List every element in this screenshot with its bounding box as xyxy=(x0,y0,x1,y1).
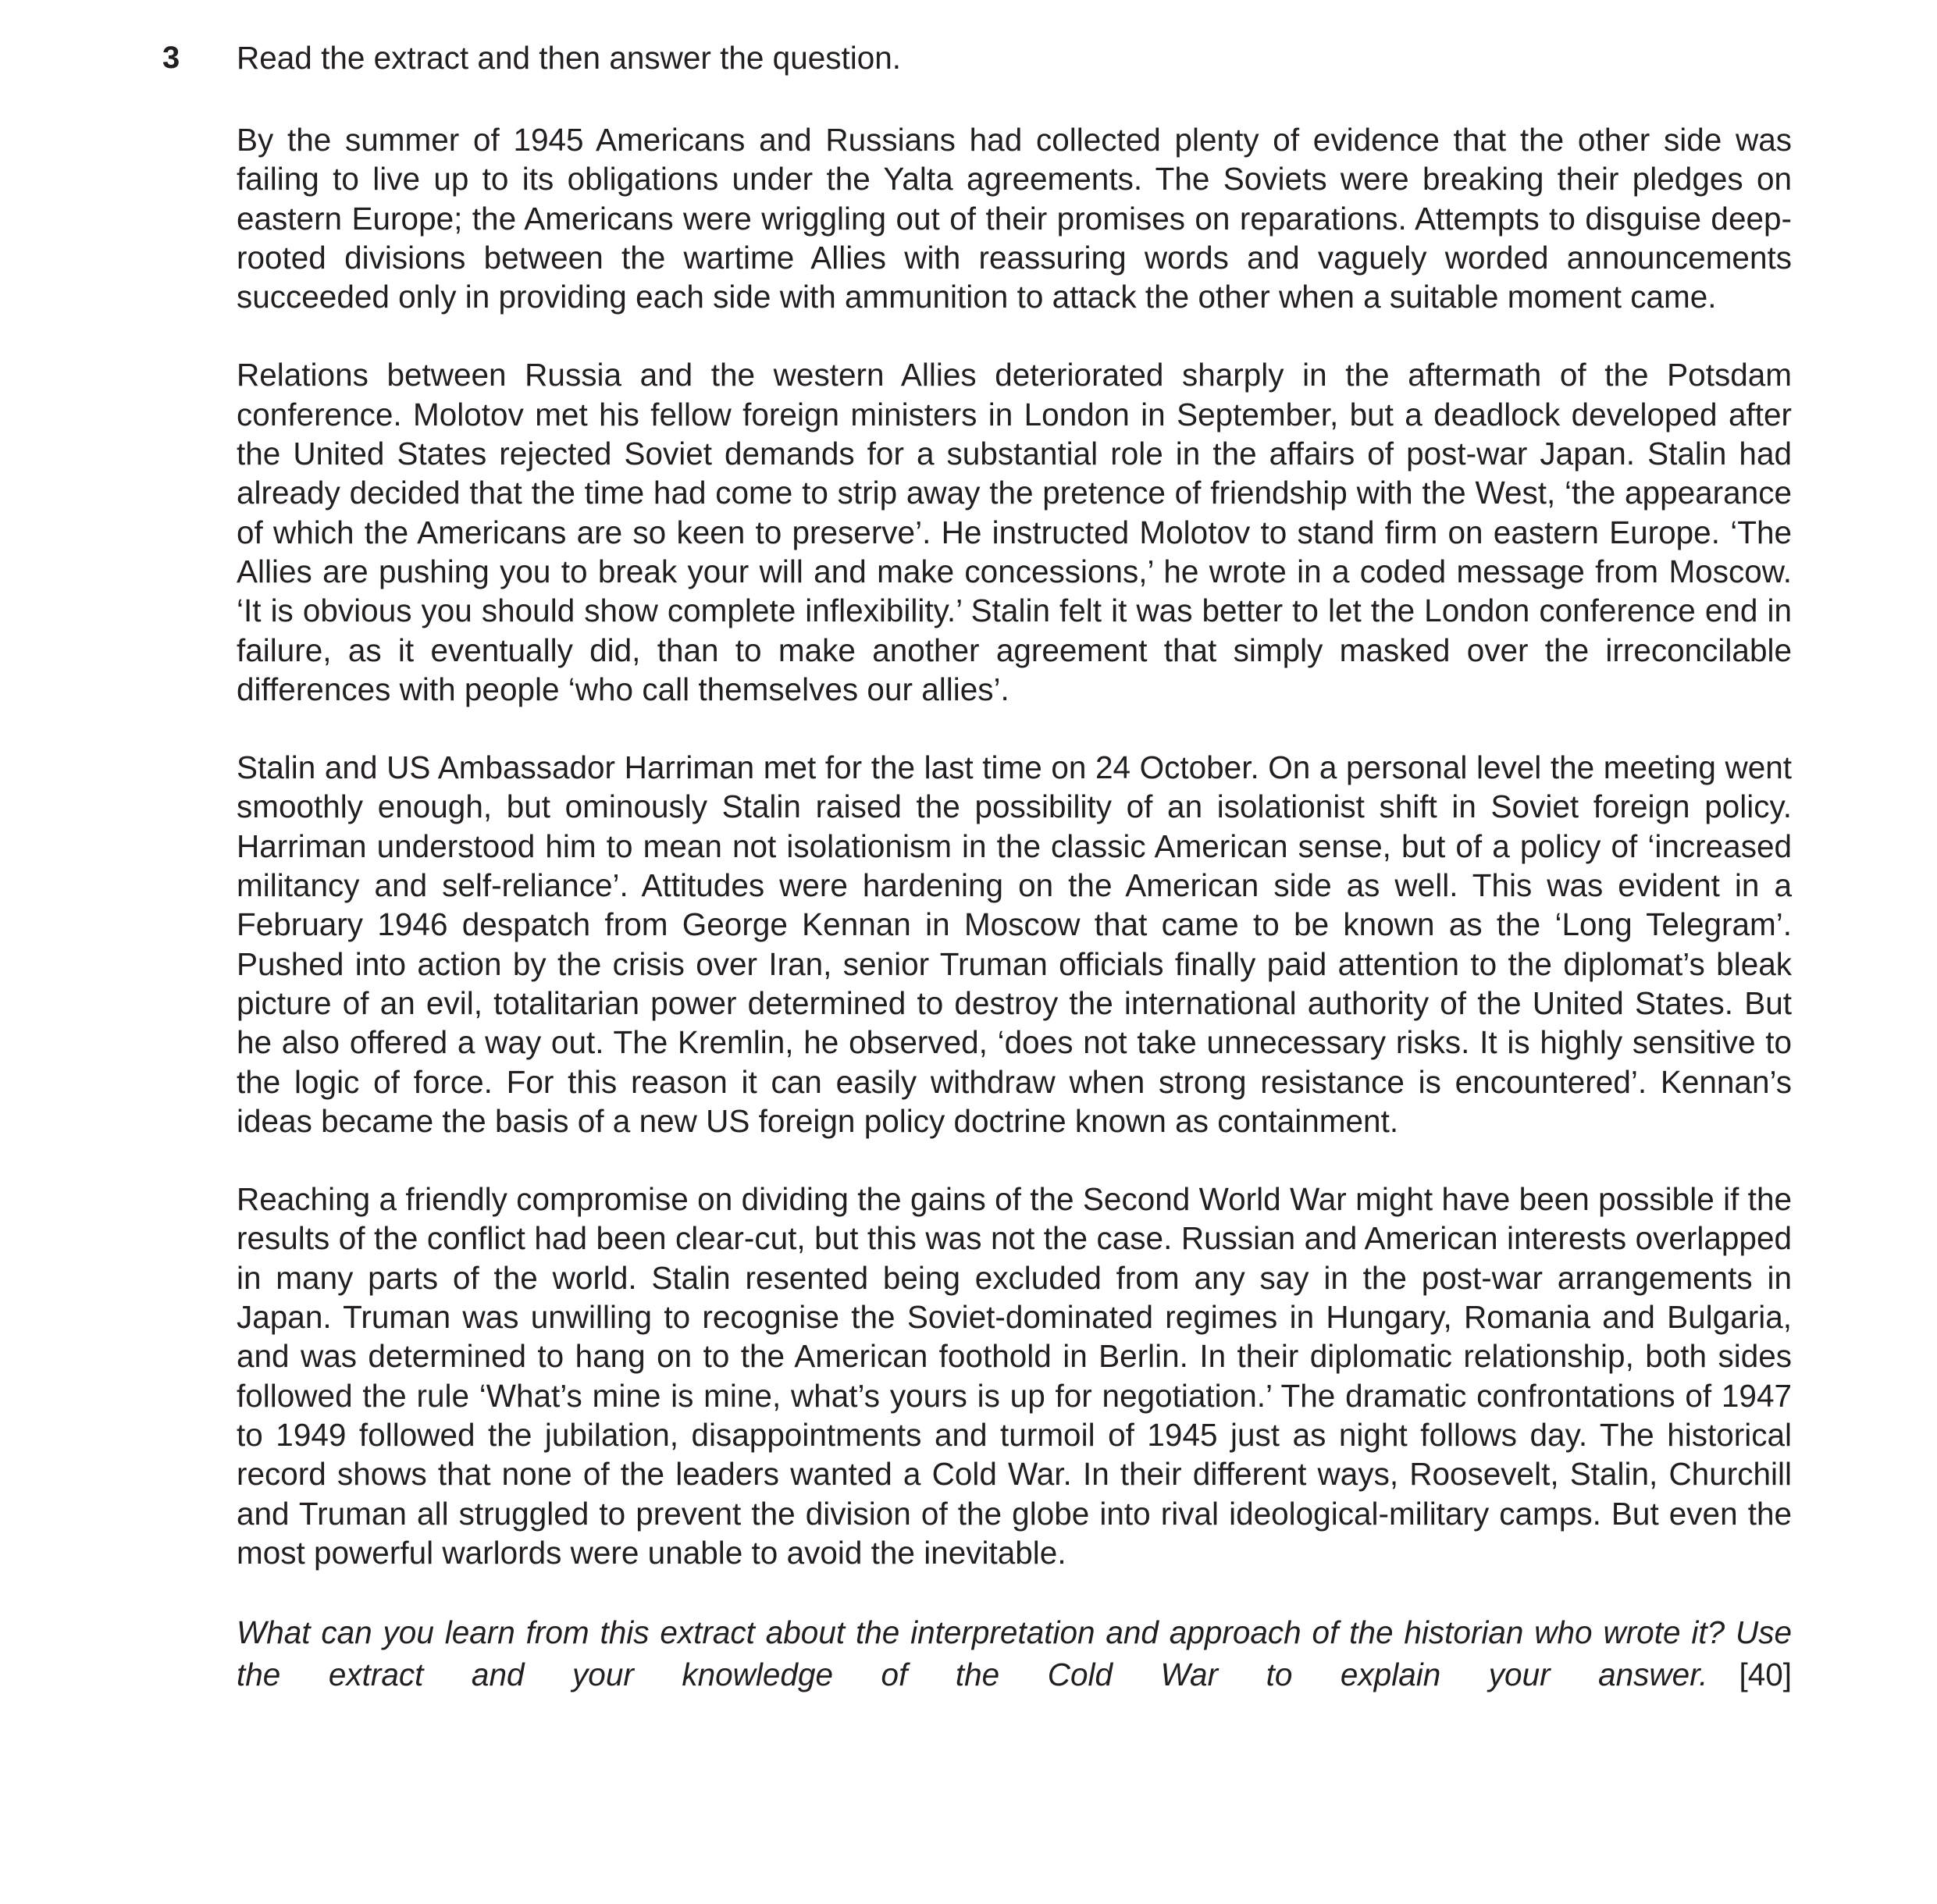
marks-allocation: [40] xyxy=(1739,1657,1792,1693)
extract-paragraph-3: Stalin and US Ambassador Harriman met for the last time on 24 October. On a personal level the meeting went smoothly enough, but ominously Stalin raised the possibility of an isolationist shift in Soviet foreign policy. Harriman understood him to mean not isolationism in the classic American sense, but of a policy of ‘increased militancy and self-reliance’. Attitudes were hardening on the American side as well. This was evident in a February 1946 despatch from George Kennan in Moscow that came to be known as the ‘Long Telegram’. Pushed into action by the crisis over Iran, senior Truman officials finally paid attention to the diplomat’s bleak picture of an evil, totalitarian power determined to destroy the international authority of the United States. But he also offered a way out. The Kremlin, he observed, ‘does not take unnecessary risks. It is highly sensitive to the logic of force. For this reason it can easily withdraw when strong resistance is encountered’. Kennan’s ideas became the basis of a new US foreign policy doctrine known as containment. xyxy=(237,749,1792,1139)
extract-paragraph-4: Reaching a friendly compromise on dividing the gains of the Second World War might have been possible if the results of the conflict had been clear-cut, but this was not the case. Russian and American interests overlapped in many parts of the world. Stalin resented being excluded from any say in the post-war arrangements in Japan. Truman was unwilling to recognise the Soviet-dominated regimes in Hungary, Romania and Bulgaria, and was determined to hang on to the American foothold in Berlin. In their diplomatic relationship, both sides followed the rule ‘What’s mine is mine, what’s yours is up for negotiation.’ The dramatic confrontations of 1947 to 1949 followed the jubilation, disappointments and turmoil of 1945 just as night follows day. The historical record shows that none of the leaders wanted a Cold War. In their different ways, Roosevelt, Stalin, Churchill and Truman all struggled to prevent the division of the globe into rival ideological-military camps. But even the most powerful warlords were unable to avoid the inevitable. xyxy=(237,1181,1792,1571)
extract-paragraph-1: By the summer of 1945 Americans and Russians had collected plenty of evidence that the other side was failing to live up to its obligations under the Yalta agreements. The Soviets were breaking their pledges on eastern Europe; the Americans were wriggling out of their promises on reparations. Attempts to disguise deep-rooted divisions between the wartime Allies with reassuring words and vaguely worded announcements succeeded only in providing each side with ammunition to attack the other when a suitable moment came. xyxy=(237,122,1792,315)
extract-paragraph-2: Relations between Russia and the western Allies deteriorated sharply in the aftermath of the Potsdam conference. Molotov met his fellow foreign ministers in London in September, but a deadlock developed after the United States rejected Soviet demands for a substantial role in the affairs of post-war Japan. Stalin had already decided that the time had come to strip away the pretence of friendship with the West, ‘the appearance of which the Americans are so keen to preserve’. He instructed Molotov to stand firm on eastern Europe. ‘The Allies are pushing you to break your will and make concessions,’ he wrote in a coded message from Moscow. ‘It is obvious you should show complete inflexibility.’ Stalin felt it was better to let the London conference end in failure, as it eventually did, than to make another agreement that simply masked over the irreconcilable differences with people ‘who call themselves our allies’. xyxy=(237,357,1792,707)
question-task xyxy=(237,1611,1792,1696)
question-number: 3 xyxy=(162,41,180,75)
extract xyxy=(237,120,1792,1572)
question-task-text: What can you learn from this extract about the interpretation and approach of the historian who wrote it? Use the extract and your knowledge of the Cold War to explain your answer. xyxy=(237,1614,1792,1693)
question-instruction: Read the extract and then answer the question. xyxy=(237,40,902,76)
question-content xyxy=(237,34,1792,1696)
